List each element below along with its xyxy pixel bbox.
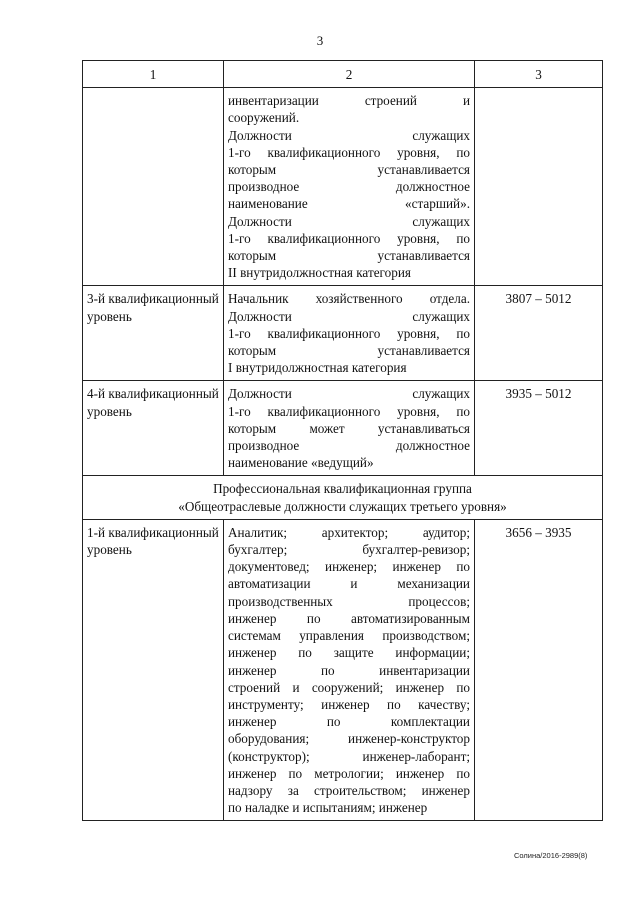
level-cell: 1-й квалификационный уровень (83, 519, 224, 820)
level-cell: 3-й квалификационный уровень (83, 286, 224, 381)
salary-range-cell: 3807 – 5012 (475, 286, 603, 381)
position-text-line: автоматизации и механизации (228, 576, 470, 592)
table-row (83, 381, 603, 476)
position-text-line: II внутридолжностная категория (228, 265, 411, 281)
position-text-line: 1-го квалификационного уровня, по (228, 230, 470, 246)
position-text-line: строений и сооружений; инженер по (228, 679, 470, 695)
position-text-line: бухгалтер; бухгалтер-ревизор; (228, 542, 470, 558)
position-text-line: системам управления производством; (228, 628, 470, 644)
position-text-line: Должности служащих (228, 386, 470, 402)
group-heading-row (83, 476, 603, 519)
level-cell (83, 88, 224, 286)
table-row (83, 519, 603, 820)
header-col-1: 1 (83, 61, 224, 88)
position-text-line: инженер по защите информации; (228, 645, 470, 661)
position-text-line: которым устанавливается (228, 343, 470, 359)
positions-cell (224, 88, 475, 286)
positions-cell (224, 519, 475, 820)
group-heading-line-1: Профессиональная квалификационная группа (213, 481, 472, 497)
position-text-line: инженер по инвентаризации (228, 662, 470, 678)
positions-cell (224, 286, 475, 381)
position-text-line: сооружений. (228, 110, 300, 126)
document-code: Солина/2016-2989(8) (514, 851, 588, 860)
position-text-line: инженер по метрологии; инженер по (228, 765, 470, 781)
page-number: 3 (316, 33, 324, 48)
position-text-line: (конструктор); инженер-лаборант; (228, 748, 470, 764)
position-text-line: производное должностное (228, 438, 470, 454)
header-col-3: 3 (475, 61, 603, 88)
table-row (83, 286, 603, 381)
position-text-line: I внутридолжностная категория (228, 360, 407, 376)
group-heading-line-2: «Общеотраслевые должности служащих третьего уровня» (178, 498, 507, 514)
position-text-line: документовед; инженер; инженер по (228, 559, 470, 575)
position-text-line: Должности служащих (228, 308, 470, 324)
positions-cell (224, 381, 475, 476)
salary-range-cell (475, 88, 603, 286)
position-text-line: 1-го квалификационного уровня, по (228, 325, 470, 341)
position-text-line: инженер по автоматизированным (228, 610, 470, 626)
position-text-line: наименование «старший». (228, 196, 470, 212)
level-cell: 4-й квалификационный уровень (83, 381, 224, 476)
position-text-line: Аналитик; архитектор; аудитор; (228, 524, 470, 540)
salary-range-cell: 3935 – 5012 (475, 381, 603, 476)
position-text-line: инвентаризации строений и (228, 93, 470, 109)
position-text-line: которым устанавливается (228, 162, 470, 178)
position-text-line: по наладке и испытаниям; инженер (228, 800, 428, 816)
position-text-line: инженер по комплектации (228, 714, 470, 730)
table-header-row (83, 61, 603, 88)
salary-range-cell: 3656 – 3935 (475, 519, 603, 820)
position-text-line: наименование «ведущий» (228, 455, 374, 471)
position-text-line: Должности служащих (228, 213, 470, 229)
position-text-line: надзору за строительством; инженер (228, 782, 470, 798)
position-text-line: Должности служащих (228, 127, 470, 143)
qualification-table (82, 60, 603, 821)
position-text-line: которым устанавливается (228, 248, 470, 264)
position-text-line: 1-го квалификационного уровня, по (228, 403, 470, 419)
position-text-line: производственных процессов; (228, 593, 470, 609)
group-heading (83, 476, 603, 519)
position-text-line: производное должностное (228, 179, 470, 195)
position-text-line: инструменту; инженер по качеству; (228, 696, 470, 712)
header-col-2: 2 (224, 61, 475, 88)
position-text-line: оборудования; инженер-конструктор (228, 731, 470, 747)
position-text-line: 1-го квалификационного уровня, по (228, 144, 470, 160)
table-row (83, 88, 603, 286)
position-text-line: Начальник хозяйственного отдела. (228, 291, 470, 307)
position-text-line: которым может устанавливаться (228, 420, 470, 436)
